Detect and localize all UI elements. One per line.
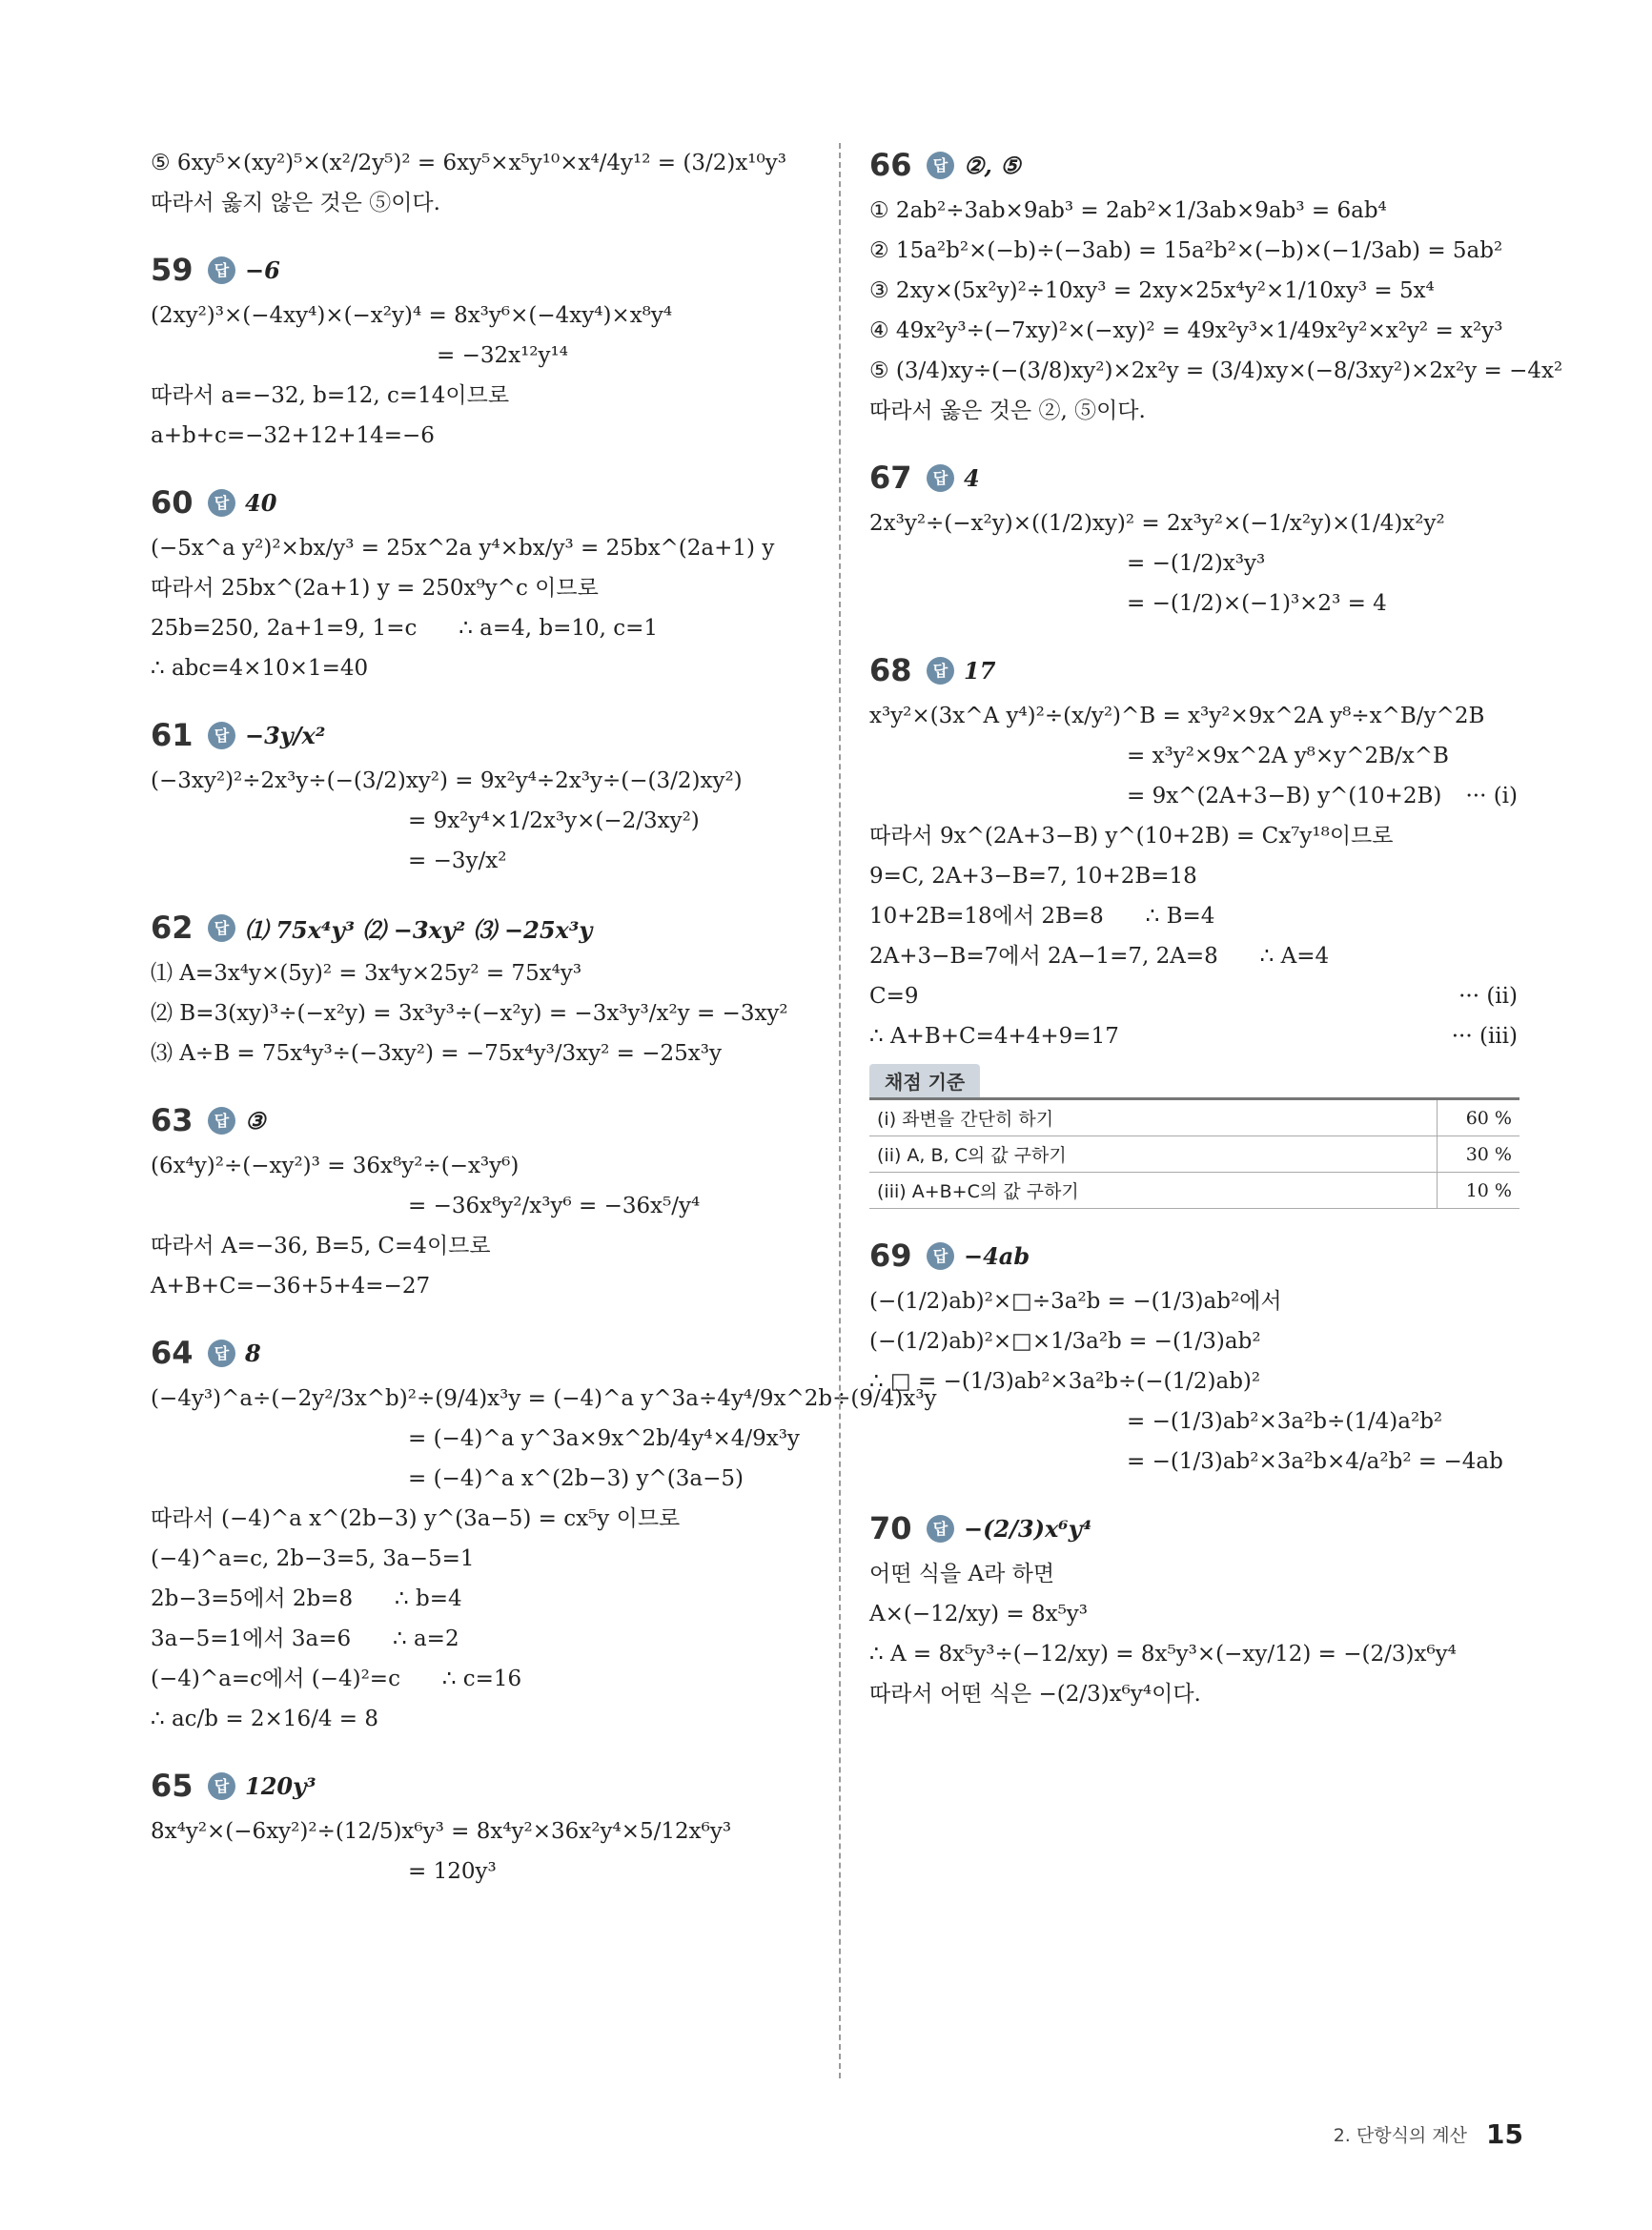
answer-badge: 답 (927, 464, 954, 492)
answer-badge: 답 (208, 489, 235, 517)
solution-line: ④ 49x²y³÷(−7xy)²×(−xy)² = 49x²y³×1/49x²y²×x²y² = x²y³ (869, 318, 1503, 343)
answer-badge: 답 (927, 1242, 954, 1270)
solution-line (869, 976, 1518, 1016)
problem-header (869, 1234, 1518, 1278)
solution-line: ∴ □ = −(1/3)ab²×3a²b÷(−(1/2)ab)² (869, 1369, 1261, 1394)
criteria-percent: 10 % (1438, 1173, 1520, 1209)
solution-line: = (−4)^a y^3a×9x^2b/4y⁴×4/9x³y (408, 1426, 800, 1451)
solution-line: (−4)^a=c, 2b−3=5, 3a−5=1 (151, 1546, 475, 1571)
problem-header (151, 1764, 818, 1808)
solution-line: 2b−3=5에서 2b=8 ∴ b=4 (151, 1586, 462, 1611)
step-marker: ··· (iii) (1451, 1024, 1518, 1049)
solution-line: (2xy²)³×(−4xy⁴)×(−x²y)⁴ = 8x³y⁶×(−4xy⁴)×x⁸y⁴ (151, 303, 673, 328)
solution-line: = −36x⁸y²/x³y⁶ = −36x⁵/y⁴ (408, 1194, 701, 1218)
step-marker: ··· (ii) (1458, 984, 1518, 1009)
solution-line: 따라서 어떤 식은 −(2/3)x⁶y⁴이다. (869, 1682, 1201, 1707)
solution-line: ⑵ B=3(xy)³÷(−x²y) = 3x³y³÷(−x²y) = −3x³y³/x²y = −3xy² (151, 1001, 788, 1026)
solution-line: = x³y²×9x^2A y⁸×y^2B/x^B (1127, 744, 1449, 768)
scoring-criteria (869, 1064, 1519, 1209)
solution-line: (−(1/2)ab)²×□÷3a²b = −(1/3)ab²에서 (869, 1289, 1282, 1314)
chapter-title: 2. 단항식의 계산 (1333, 2125, 1468, 2146)
solution-line: ① 2ab²÷3ab×9ab³ = 2ab²×1/3ab×9ab³ = 6ab⁴ (869, 198, 1387, 223)
problem-number: 64 (151, 1335, 194, 1371)
problem-68 (869, 648, 1518, 1209)
criteria-label: (i) 좌변을 간단히 하기 (869, 1099, 1438, 1136)
answer-text: −(2/3)x⁶y⁴ (964, 1514, 1092, 1543)
solution-text: C=9 (869, 984, 919, 1009)
problem-61 (151, 713, 818, 881)
solution-line: (6x⁴y)²÷(−xy²)³ = 36x⁸y²÷(−x³y⁶) (151, 1154, 520, 1178)
solution-line: 9=C, 2A+3−B=7, 10+2B=18 (869, 864, 1197, 889)
solution-line: 어떤 식을 A라 하면 (869, 1562, 1055, 1586)
solution-line (869, 1016, 1518, 1056)
page-number: 15 (1486, 2118, 1523, 2150)
problem-number: 63 (151, 1102, 194, 1138)
solution-line: 따라서 옳은 것은 ②, ⑤이다. (869, 399, 1146, 423)
answer-badge: 답 (208, 722, 235, 749)
answer-badge: 답 (927, 152, 954, 179)
problem-59 (151, 248, 818, 456)
solution-line: ∴ A = 8x⁵y³÷(−12/xy) = 8x⁵y³×(−xy/12) = −(2/3)x⁶y⁴ (869, 1642, 1457, 1667)
solution-line: = 120y³ (408, 1859, 497, 1884)
criteria-title: 채점 기준 (869, 1064, 980, 1097)
solution-line: 2x³y²÷(−x²y)×((1/2)xy)² = 2x³y²×(−1/x²y)×(1/4)x²y² (869, 511, 1445, 536)
problem-number: 62 (151, 910, 194, 946)
problem-67 (869, 456, 1518, 624)
answer-text: −4ab (964, 1241, 1030, 1270)
solution-line: (−5x^a y²)²×bx/y³ = 25x^2a y⁴×bx/y³ = 25bx^(2a+1) y (151, 536, 775, 561)
solution-text: = 9x^(2A+3−B) y^(10+2B) (1127, 784, 1442, 808)
answer-text: 120y³ (245, 1771, 316, 1800)
solution-line: 따라서 (−4)^a x^(2b−3) y^(3a−5) = cx⁵y 이므로 (151, 1506, 681, 1531)
solution-line: ∴ ac/b = 2×16/4 = 8 (151, 1707, 378, 1731)
solution-line: = −(1/3)ab²×3a²b÷(1/4)a²b² (1127, 1409, 1443, 1434)
answer-badge: 답 (927, 657, 954, 685)
solution-line: ⑤ (3/4)xy÷(−(3/8)xy²)×2x²y = (3/4)xy×(−8/3xy²)×2x²y = −4x² (869, 358, 1563, 383)
criteria-label: (ii) A, B, C의 값 구하기 (869, 1136, 1438, 1173)
problem-60 (151, 481, 818, 688)
answer-text: ⑴ 75x⁴y³ ⑵ −3xy² ⑶ −25x³y (245, 915, 593, 944)
solution-line: (−4y³)^a÷(−2y²/3x^b)²÷(9/4)x³y = (−4)^a y^3a÷4y⁴/9x^2b÷(9/4)x³y (151, 1386, 937, 1411)
solution-line: (−4)^a=c에서 (−4)²=c ∴ c=16 (151, 1667, 522, 1691)
problem-number: 60 (151, 484, 194, 521)
problem-header (869, 648, 1518, 692)
criteria-row (869, 1136, 1519, 1173)
solution-line: (−3xy²)²÷2x³y÷(−(3/2)xy²) = 9x²y⁴÷2x³y÷(−(3/2)xy²) (151, 768, 743, 793)
solution-line (869, 776, 1518, 816)
solution-line: ② 15a²b²×(−b)÷(−3ab) = 15a²b²×(−b)×(−1/3ab) = 5ab² (869, 238, 1503, 263)
problem-number: 70 (869, 1510, 912, 1546)
problem-header (151, 1098, 818, 1142)
problem-number: 66 (869, 147, 912, 183)
problem-header (869, 456, 1518, 500)
problem-number: 67 (869, 460, 912, 496)
solution-text: ∴ A+B+C=4+4+9=17 (869, 1024, 1119, 1049)
criteria-row (869, 1099, 1519, 1136)
solution-line: 따라서 a=−32, b=12, c=14이므로 (151, 383, 510, 408)
problem-header (151, 481, 818, 524)
page-footer (1334, 2118, 1523, 2150)
answer-text: 40 (245, 488, 277, 517)
solution-line: 8x⁴y²×(−6xy²)²÷(12/5)x⁶y³ = 8x⁴y²×36x²y⁴×5/12x⁶y³ (151, 1819, 732, 1844)
problem-header (151, 713, 818, 757)
answer-badge: 답 (927, 1515, 954, 1543)
column-divider (839, 143, 841, 2078)
solution-line: (−(1/2)ab)²×□×1/3a²b = −(1/3)ab² (869, 1329, 1261, 1354)
solution-line: A×(−12/xy) = 8x⁵y³ (869, 1602, 1089, 1626)
solution-line: = (−4)^a x^(2b−3) y^(3a−5) (408, 1466, 744, 1491)
problem-65 (151, 1764, 818, 1892)
answer-badge: 답 (208, 1107, 235, 1135)
solution-line: 따라서 A=−36, B=5, C=4이므로 (151, 1234, 491, 1258)
answer-text: 4 (964, 463, 980, 492)
problem-cont (151, 143, 818, 223)
step-marker: ··· (i) (1465, 784, 1518, 808)
solution-line: 25b=250, 2a+1=9, 1=c ∴ a=4, b=10, c=1 (151, 616, 659, 641)
problem-number: 61 (151, 717, 194, 753)
problem-66 (869, 143, 1563, 431)
solution-line: ⑴ A=3x⁴y×(5y)² = 3x⁴y×25y² = 75x⁴y³ (151, 961, 582, 986)
answer-badge: 답 (208, 1340, 235, 1367)
criteria-percent: 30 % (1438, 1136, 1520, 1173)
problem-number: 68 (869, 652, 912, 688)
problem-number: 65 (151, 1768, 194, 1804)
answer-text: ③ (245, 1106, 266, 1135)
problem-header (151, 906, 818, 950)
solution-line: 10+2B=18에서 2B=8 ∴ B=4 (869, 904, 1215, 929)
solution-line: A+B+C=−36+5+4=−27 (151, 1274, 431, 1299)
solution-line: = −(1/2)x³y³ (1127, 551, 1266, 576)
answer-badge: 답 (208, 914, 235, 942)
solution-line: x³y²×(3x^A y⁴)²÷(x/y²)^B = x³y²×9x^2A y⁸÷x^B/y^2B (869, 704, 1485, 728)
answer-text: 17 (964, 656, 996, 685)
problem-header (151, 248, 818, 292)
solution-line: = −(1/3)ab²×3a²b×4/a²b² = −4ab (1127, 1449, 1503, 1474)
answer-text: 8 (245, 1339, 261, 1367)
answer-text: −3y/x² (245, 721, 326, 749)
problem-70 (869, 1506, 1518, 1714)
criteria-table (869, 1097, 1519, 1209)
answer-badge: 답 (208, 1772, 235, 1800)
solution-line: a+b+c=−32+12+14=−6 (151, 423, 435, 448)
problem-63 (151, 1098, 818, 1306)
problem-number: 59 (151, 252, 194, 288)
solution-line: ③ 2xy×(5x²y)²÷10xy³ = 2xy×25x⁴y²×1/10xy³ = 5x⁴ (869, 278, 1435, 303)
problem-69 (869, 1234, 1518, 1482)
solution-line: = 9x²y⁴×1/2x³y×(−2/3xy²) (408, 808, 700, 833)
problem-header (869, 143, 1518, 187)
solution-line: = −3y/x² (408, 849, 507, 873)
answer-badge: 답 (208, 256, 235, 284)
solution-line: ⑶ A÷B = 75x⁴y³÷(−3xy²) = −75x⁴y³/3xy² = −25x³y (151, 1041, 722, 1066)
solution-line: 따라서 25bx^(2a+1) y = 250x⁹y^c 이므로 (151, 576, 599, 601)
solution-line: 따라서 옳지 않은 것은 ⑤이다. (151, 191, 440, 215)
problem-62 (151, 906, 818, 1074)
problem-header (869, 1506, 1518, 1550)
answer-text: −6 (245, 256, 280, 284)
solution-line: 3a−5=1에서 3a=6 ∴ a=2 (151, 1626, 459, 1651)
solution-line: ∴ abc=4×10×1=40 (151, 656, 369, 681)
solution-line: 따라서 9x^(2A+3−B) y^(10+2B) = Cx⁷y¹⁸이므로 (869, 824, 1394, 849)
criteria-label: (iii) A+B+C의 값 구하기 (869, 1173, 1438, 1209)
solution-line: = −(1/2)×(−1)³×2³ = 4 (1127, 591, 1387, 616)
criteria-percent: 60 % (1438, 1099, 1520, 1136)
problem-number: 69 (869, 1238, 912, 1274)
problem-header (151, 1331, 818, 1375)
criteria-row (869, 1173, 1519, 1209)
solution-line: ⑤ 6xy⁵×(xy²)⁵×(x²/2y⁵)² = 6xy⁵×x⁵y¹⁰×x⁴/4y¹² = (3/2)x¹⁰y³ (151, 151, 786, 175)
right-column (869, 143, 1563, 1739)
solution-line: 2A+3−B=7에서 2A−1=7, 2A=8 ∴ A=4 (869, 944, 1330, 969)
solution-line: = −32x¹²y¹⁴ (437, 343, 568, 368)
answer-text: ②, ⑤ (964, 151, 1021, 179)
